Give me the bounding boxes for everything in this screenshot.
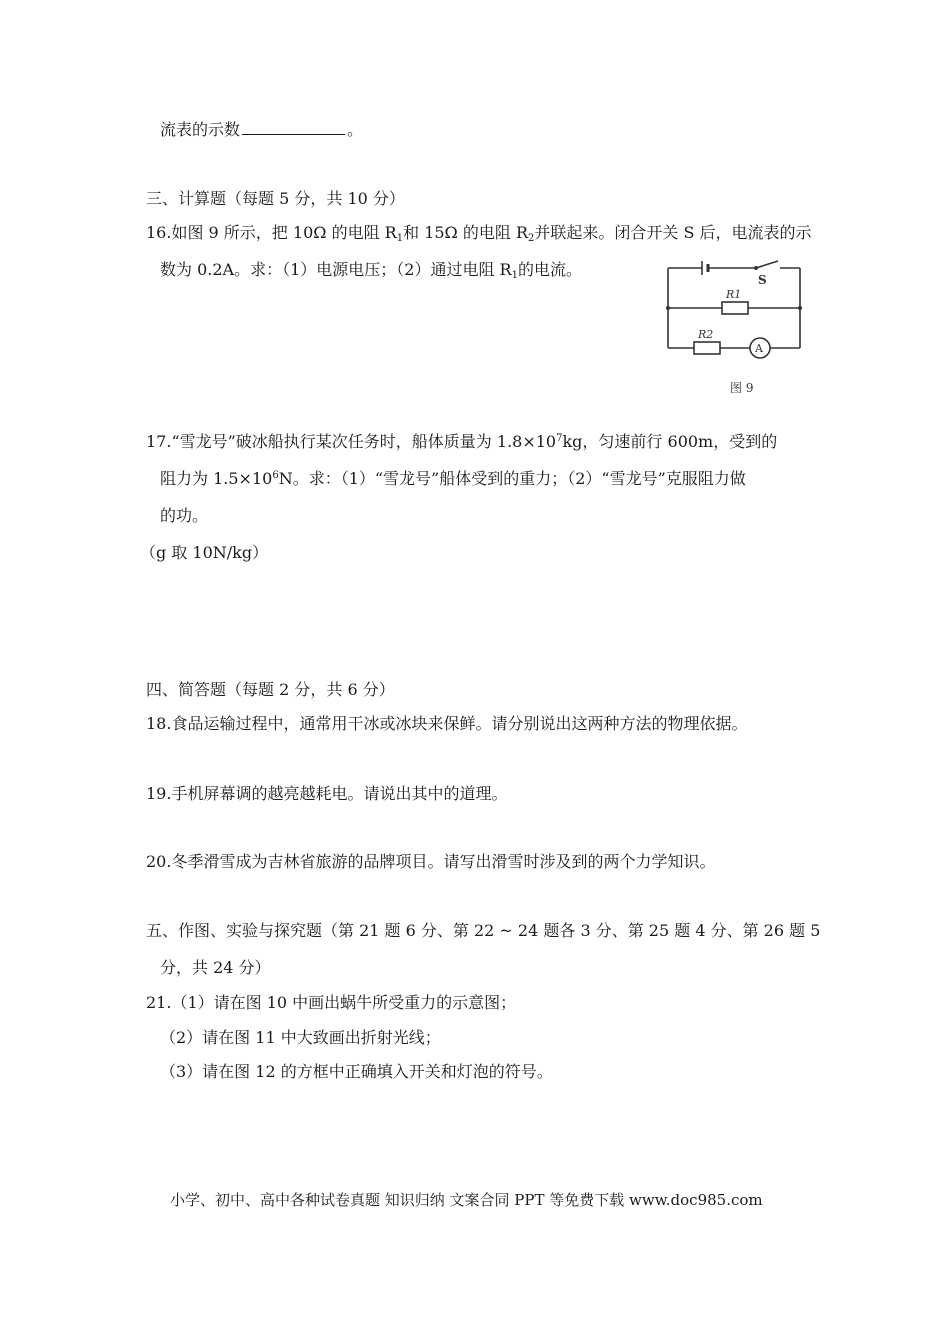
section5-heading-line2: 分，共 24 分） — [160, 958, 271, 977]
resistor-r1 — [722, 302, 748, 314]
q17-line1 — [146, 434, 777, 450]
q17-exponent-7: 7 — [556, 433, 563, 444]
q19-text: 19.手机屏幕调的越亮越耗电。请说出其中的道理。 — [146, 784, 508, 803]
page-footer: 小学、初中、高中各种试卷真题 知识归纳 文案合同 PPT 等免费下载 www.doc985.com — [170, 1191, 763, 1209]
q16-r1-subscript: 1 — [396, 233, 404, 244]
q18-text: 18.食品运输过程中，通常用干冰或冰块来保鲜。请分别说出这两种方法的物理依据。 — [146, 714, 748, 733]
figure-9-caption: 图 9 — [730, 381, 754, 395]
q17-line1-text-a: 17.“雪龙号”破冰船执行某次任务时，船体质量为 1.8×10 — [146, 432, 557, 451]
label-a: A — [755, 342, 763, 355]
q17-exponent-6: 6 — [272, 470, 279, 481]
q16-line1 — [146, 225, 812, 244]
q17-line2-text-a: 阻力为 1.5×10 — [160, 469, 273, 488]
q16-line2-subscript: 1 — [511, 270, 518, 281]
q15-tail — [160, 120, 363, 138]
switch-blade — [756, 261, 778, 268]
q17-line4: （g 取 10N/kg） — [140, 543, 269, 562]
answer-blank[interactable] — [242, 120, 345, 135]
label-r2: R2 — [698, 328, 714, 341]
q21-line2: （2）请在图 11 中大致画出折射光线； — [160, 1028, 441, 1047]
section3-heading: 三、计算题（每题 5 分，共 10 分） — [146, 189, 405, 208]
junction-left-r1 — [666, 306, 670, 310]
q17-line1-text-b: kg，匀速前行 600m，受到的 — [562, 432, 778, 451]
switch-pivot — [754, 266, 758, 270]
q17-line2 — [160, 471, 746, 487]
q16-line2-text-a: 数为 0.2A。求：（1）电源电压；（2）通过电阻 R — [160, 260, 512, 279]
q17-line2-text-b: N。求：（1）“雪龙号”船体受到的重力；（2）“雪龙号”克服阻力做 — [278, 469, 746, 488]
label-s: S — [758, 273, 767, 287]
circuit-figure-9 — [660, 258, 820, 398]
label-r1: R1 — [726, 288, 742, 301]
section4-heading: 四、简答题（每题 2 分，共 6 分） — [146, 680, 395, 699]
q21-line1: 21.（1）请在图 10 中画出蜗牛所受重力的示意图； — [146, 993, 517, 1012]
junction-right-r1 — [798, 306, 802, 310]
q16-line1-text-c: 并联起来。闭合开关 S 后，电流表的示 — [534, 223, 812, 242]
section5-heading-line1: 五、作图、实验与探究题（第 21 题 6 分、第 22 ~ 24 题各 3 分、第 25 题 4 分、第 26 题 5 — [146, 921, 821, 940]
q16-line2 — [160, 262, 582, 281]
q17-line3: 的功。 — [160, 506, 209, 525]
q15-tail-end: 。 — [347, 120, 364, 139]
q16-r2-subscript: 2 — [528, 233, 535, 244]
q16-line1-text-b: 和 15Ω 的电阻 R — [403, 223, 529, 242]
q16-line2-text-b: 的电流。 — [517, 260, 582, 279]
resistor-r2 — [694, 342, 720, 354]
q21-line3: （3）请在图 12 的方框中正确填入开关和灯泡的符号。 — [160, 1062, 553, 1081]
q15-tail-text: 流表的示数 — [160, 120, 241, 139]
q20-text: 20.冬季滑雪成为吉林省旅游的品牌项目。请写出滑雪时涉及到的两个力学知识。 — [146, 852, 716, 871]
q16-line1-text-a: 16.如图 9 所示，把 10Ω 的电阻 R — [146, 223, 397, 242]
